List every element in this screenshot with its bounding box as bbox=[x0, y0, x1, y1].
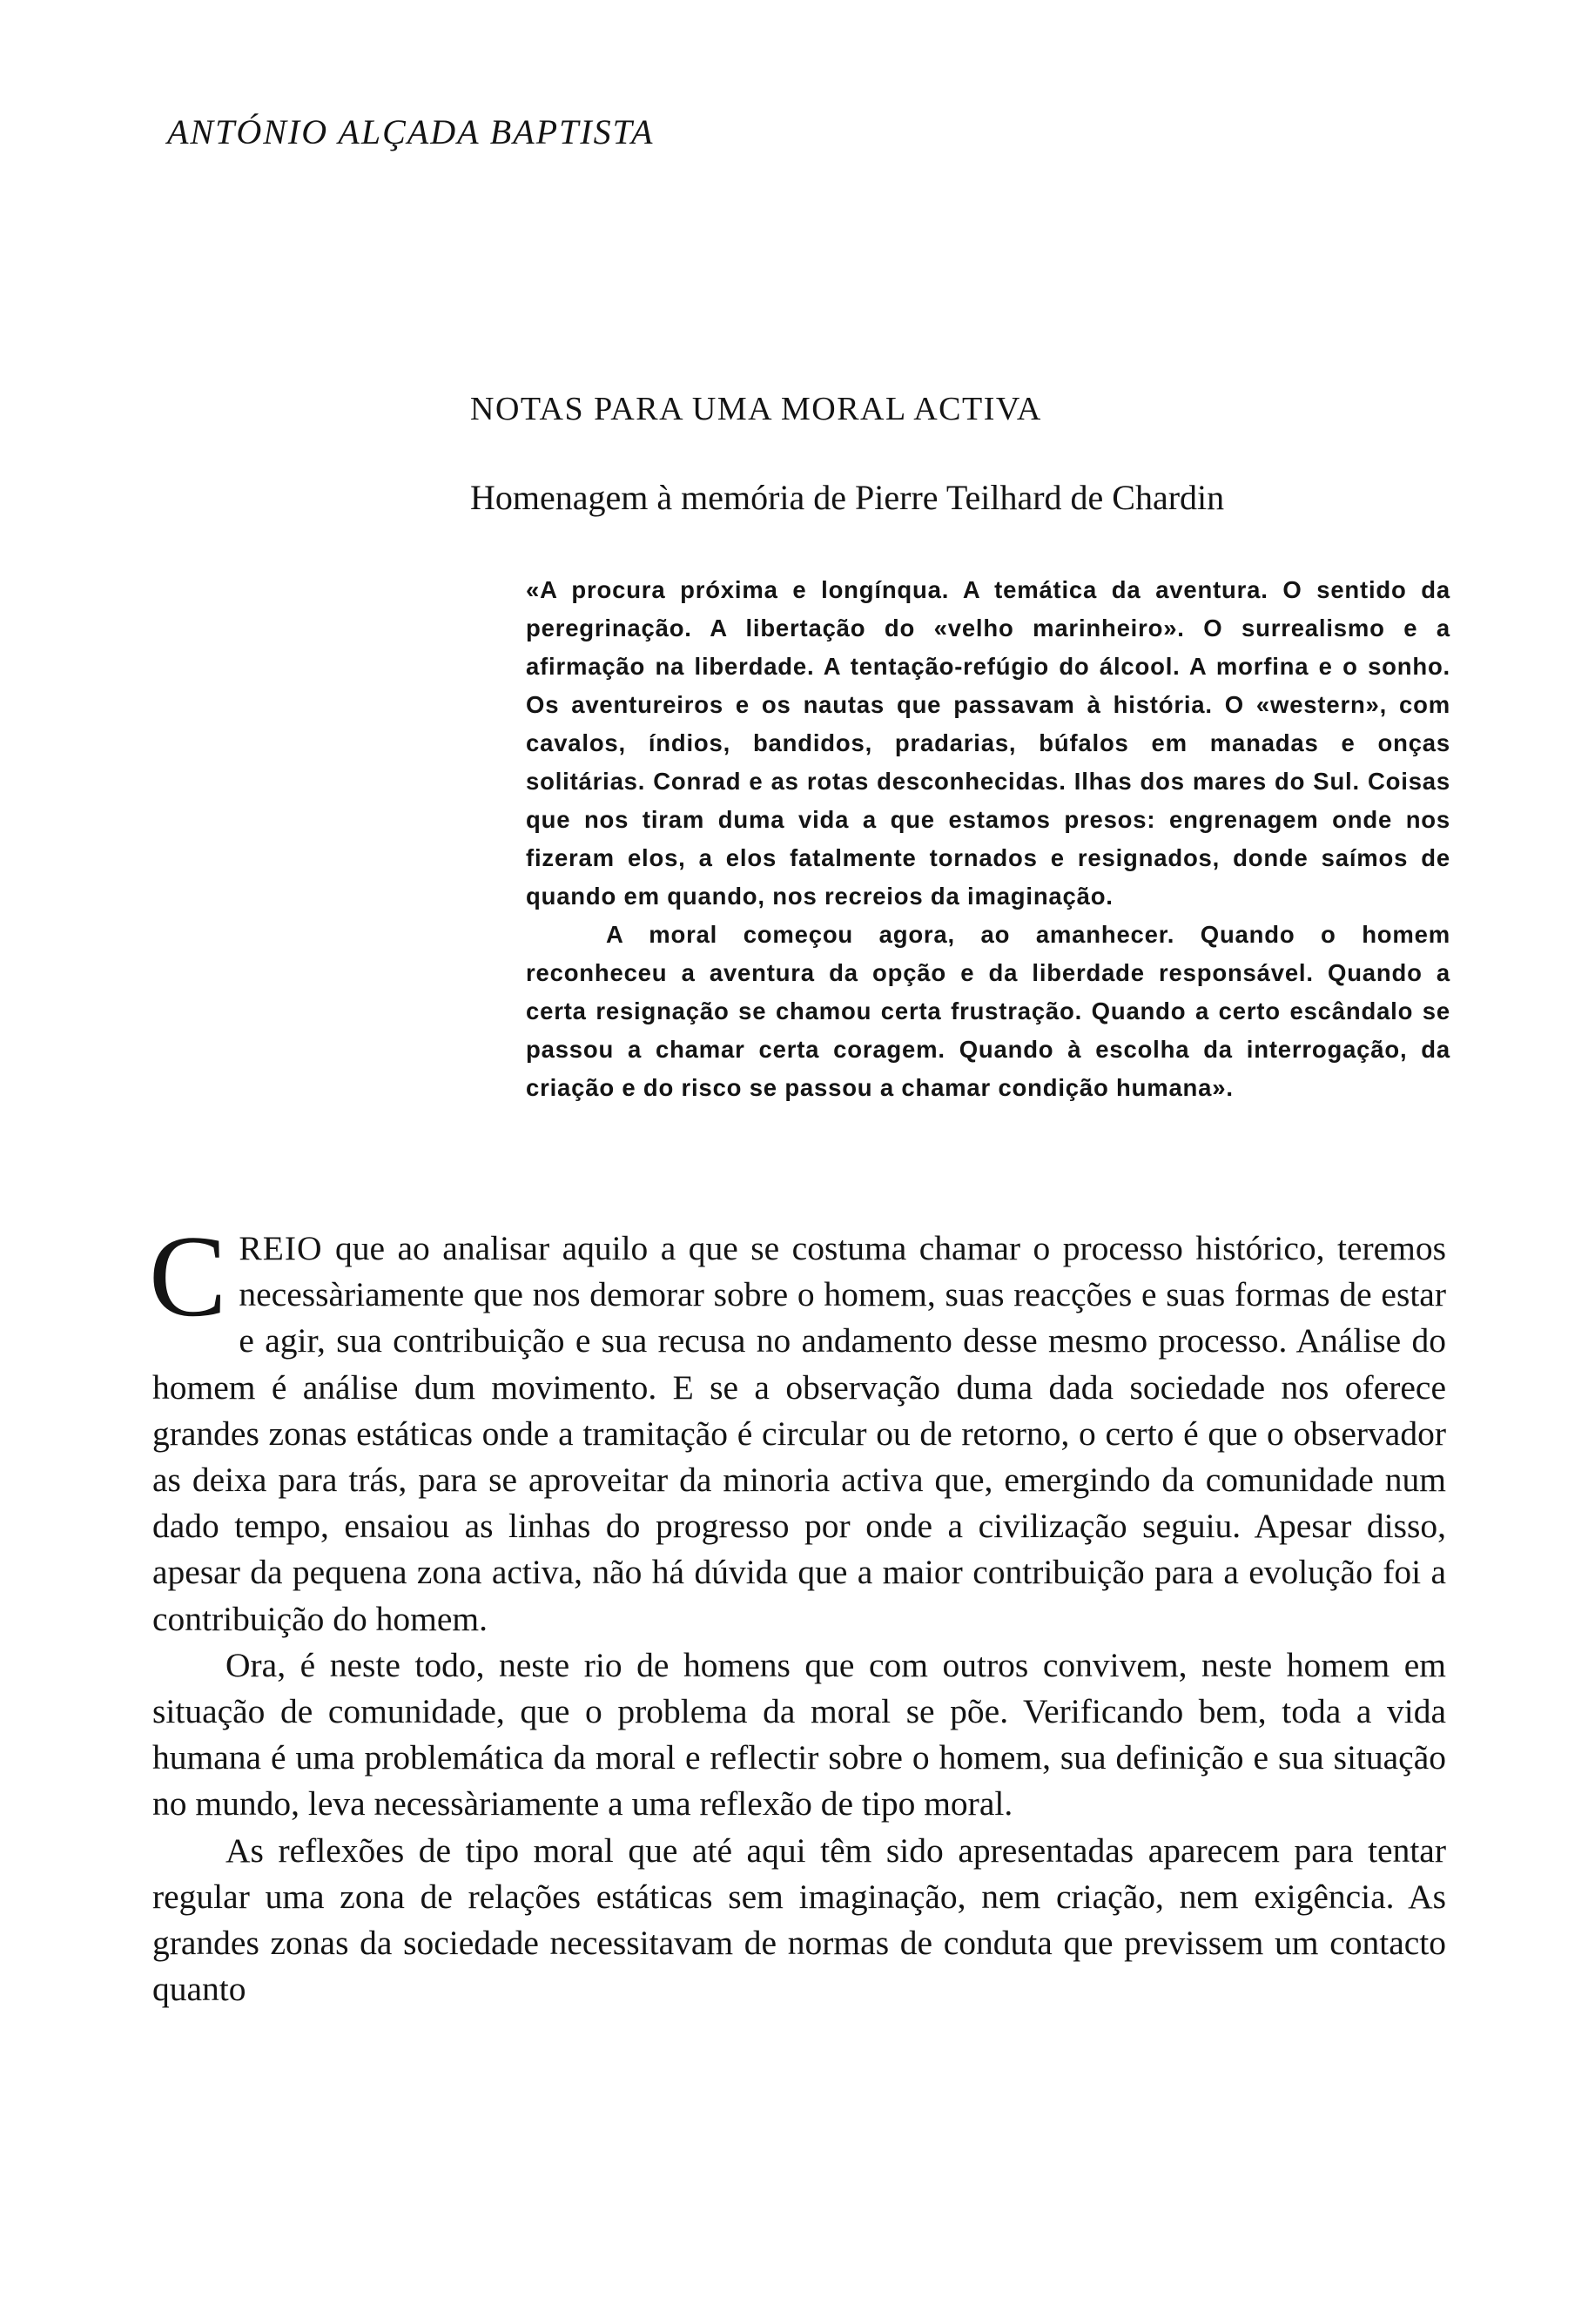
drop-cap: C bbox=[149, 1212, 227, 1340]
article-subtitle: Homenagem à memória de Pierre Teilhard de Chardin bbox=[470, 478, 1225, 517]
body-text bbox=[149, 1212, 1446, 2012]
body-paragraph-1-text: que ao analisar aquilo a que se costuma chamar o processo histórico, teremos necessàriamente que nos demorar sobre o homem, suas reacções e suas formas de estar e agir, sua contribuição e sua recusa no andamento desse mesmo processo. Análise do homem é análise dum movimento. E se a observação duma dada sociedade nos oferece grandes zonas estáticas onde a tramitação é circular ou de retorno, o certo é que o observador as deixa para trás, para se aproveitar da minoria activa que, emergindo da comunidade num dado tempo, ensaiou as linhas do progresso por onde a civilização seguiu. Apesar disso, apesar da pequena zona activa, não há dúvida que a maior contribuição para a evolução foi a contribuição do homem. bbox=[152, 1229, 1446, 1638]
epigraph bbox=[526, 571, 1450, 1107]
epigraph-paragraph-1: «A procura próxima e longínqua. A temática da aventura. O sentido da peregrinação. A libertação do «velho marinheiro». O surrealismo e a afirmação na liberdade. A tentação-refúgio do álcool. A morfina e o sonho. Os aventureiros e os nautas que passavam à história. O «western», com cavalos, índios, bandidos, pradarias, búfalos em manadas e onças solitárias. Conrad e as rotas desconhecidas. Ilhas dos mares do Sul. Coisas que nos tiram duma vida a que estamos presos: engrenagem onde nos fizeram elos, a elos fatalmente tornados e resignados, donde saímos de quando em quando, nos recreios da imaginação. bbox=[526, 576, 1450, 910]
opening-word: REIO bbox=[239, 1229, 323, 1267]
running-header-author: ANTÓNIO ALÇADA BAPTISTA bbox=[167, 112, 655, 151]
article-title: NOTAS PARA UMA MORAL ACTIVA bbox=[470, 391, 1042, 427]
body-paragraph-1 bbox=[149, 1212, 1446, 1642]
epigraph-paragraph-2: A moral começou agora, ao amanhecer. Quando o homem reconheceu a aventura da opção e da liberdade responsável. Quando a certa resignação se chamou certa frustração. Quando a certo escândalo se passou a chamar certa coragem. Quando à escolha da interrogação, da criação e do risco se passou a chamar condição humana». bbox=[526, 921, 1450, 1101]
body-paragraph-2: Ora, é neste todo, neste rio de homens que com outros convivem, neste homem em situação de comunidade, que o problema da moral se põe. Verificando bem, toda a vida humana é uma problemática da moral e reflectir sobre o homem, sua definição e sua situação no mundo, leva necessàriamente a uma reflexão de tipo moral. bbox=[152, 1645, 1446, 1824]
body-paragraph-3: As reflexões de tipo moral que até aqui têm sido apresentadas aparecem para tentar regular uma zona de relações estáticas sem imaginação, nem criação, nem exigência. As grandes zonas da sociedade necessitavam de normas de conduta que previssem um contacto quanto bbox=[152, 1830, 1446, 2009]
